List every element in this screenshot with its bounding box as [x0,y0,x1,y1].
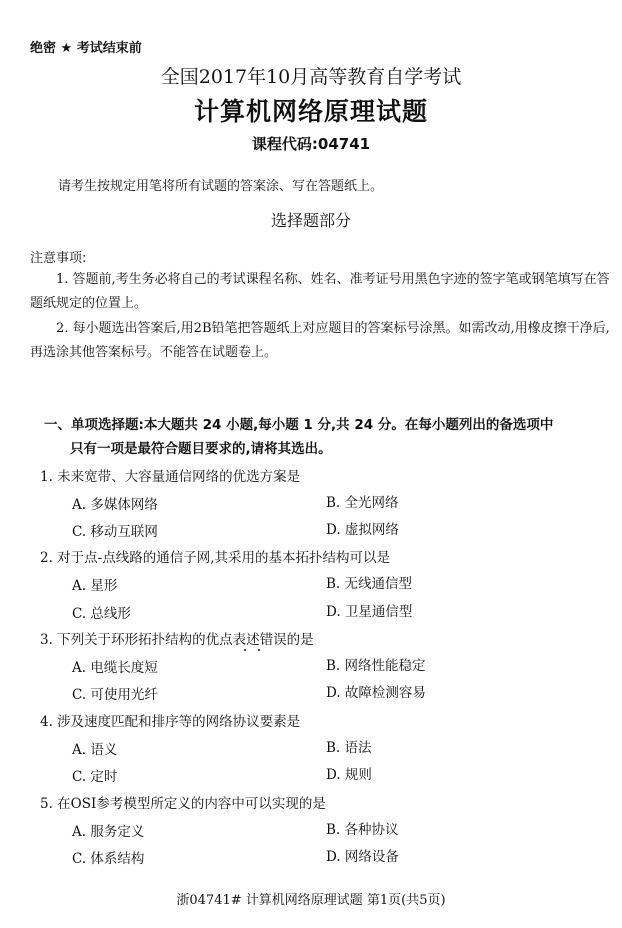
option-c: C. 定时 [72,769,118,785]
option-d: D. 网络设备 [326,849,399,865]
secret-mark: 绝密 ★ 考试结束前 [30,41,142,56]
question-stem: 3. 下列关于环形拓扑结构的优点表述错误的是 [40,632,314,648]
option-c: C. 体系结构 [72,851,145,867]
option-b: B. 语法 [326,740,372,756]
option-d: D. 虚拟网络 [326,522,399,538]
note-item: 1. 答题前,考生务必将自己的考试课程名称、姓名、准考证号用黑色字迹的签字笔或钢笔填写在答题纸规定的位置上。 [30,272,610,311]
emphasis-dot [258,649,260,651]
note-item: 2. 每小题选出答案后,用2B铅笔把答题纸上对应题目的答案标号涂黑。如需改动,用橡皮擦干净后,再选涂其他答案标号。不能答在试题卷上。 [30,321,610,360]
course-code: 课程代码:04741 [251,135,371,153]
question-stem: 1. 未来宽带、大容量通信网络的优选方案是 [40,469,301,485]
option-d: D. 故障检测容易 [326,685,426,701]
option-c: C. 移动互联网 [72,524,158,540]
option-a: A. 电缆长度短 [72,660,158,676]
option-a: A. 服务定义 [72,824,145,840]
option-a: A. 星形 [72,578,118,594]
option-a: A. 语义 [72,742,118,758]
question-stem: 5. 在OSI参考模型所定义的内容中可以实现的是 [40,796,326,812]
question-stem: 4. 涉及速度匹配和排序等的网络协议要素是 [40,714,301,730]
question-stem: 2. 对于点-点线路的通信子网,其采用的基本拓扑结构可以是 [40,550,391,566]
option-d: D. 卫星通信型 [326,604,413,620]
section-heading: 一、单项选择题:本大题共 24 小题,每小题 1 分,共 24 分。在每小题列出的备选项中 [44,417,554,433]
option-a: A. 多媒体网络 [72,497,158,513]
notes-label: 注意事项: [30,251,87,266]
section-heading-cont: 只有一项是最符合题目要求的,请将其选出。 [70,441,332,457]
option-d: D. 规则 [326,767,372,783]
emphasis-dot [244,649,246,651]
option-c: C. 可使用光纤 [72,687,158,703]
part-title: 选择题部分 [270,211,351,230]
instruction-text: 请考生按规定用笔将所有试题的答案涂、写在答题纸上。 [58,179,384,194]
option-b: B. 网络性能稳定 [326,658,426,674]
paper-title: 计算机网络原理试题 [193,97,428,126]
exam-title: 全国2017年10月高等教育自学考试 [160,66,462,88]
option-b: B. 无线通信型 [326,576,413,592]
page-footer: 浙04741# 计算机网络原理试题 第1页(共5页) [176,893,446,908]
option-c: C. 总线形 [72,606,131,622]
option-b: B. 全光网络 [326,495,399,511]
option-b: B. 各种协议 [326,822,399,838]
